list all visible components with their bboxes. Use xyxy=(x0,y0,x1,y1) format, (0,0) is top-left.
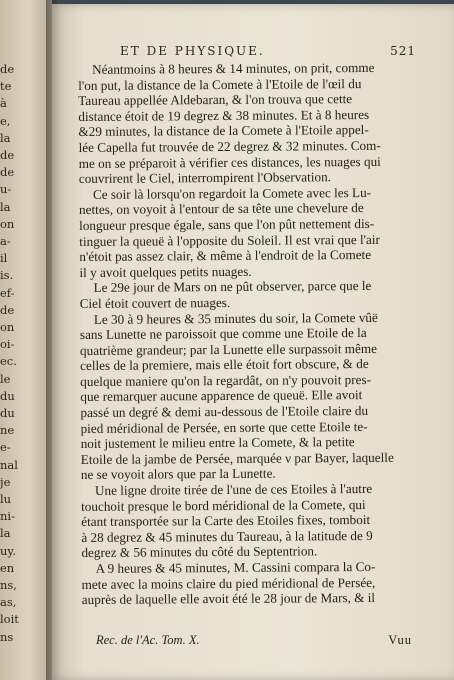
text-line: lée Capella fut trouvée de 22 degrez & 32 minutes. Com- xyxy=(78,137,381,155)
left-page-fragment: je xyxy=(0,474,11,489)
left-page-fragment: la xyxy=(0,199,11,214)
text-line: tinguer la queuë à l'opposite du Soleil. Il est vrai que l'air xyxy=(79,231,380,249)
left-page-fragment: de xyxy=(0,165,15,180)
left-page-fragment: e, xyxy=(0,113,11,128)
text-line: que remarquer aucune apparence de queuë. Elle avoit xyxy=(80,387,363,405)
left-page-fragment: uy. xyxy=(0,543,17,558)
left-page-fragment: lu xyxy=(0,492,12,506)
left-page-fragment: il xyxy=(0,251,8,266)
left-page-fragment: de xyxy=(0,302,15,317)
left-page-fragment: loit xyxy=(0,612,19,627)
text-line: n'étoit pas assez clair, & même à l'endroit de la Comete xyxy=(79,247,372,265)
page-body xyxy=(78,60,414,608)
left-page-fragment: à xyxy=(0,96,7,111)
text-line: étant transportée sur la Carte des Etoiles fixes, tomboit xyxy=(81,512,371,530)
text-line: il y avoit quelques petits nuages. xyxy=(79,263,252,280)
text-line: l'on put, la distance de la Comete à l'Etoile de l'œil du xyxy=(78,75,362,93)
left-page-fragment: ns xyxy=(0,629,14,644)
left-page-fragment: la xyxy=(0,526,11,541)
text-line: Ce soir là lorsqu'on regardoit la Comete avec les Lu- xyxy=(92,184,372,202)
text-line: celles de la premiere, mais elle étoit fort obscure, & de xyxy=(80,356,369,374)
text-line: à 28 degrez & 45 minutes du Taureau, à la latitude de 9 xyxy=(81,527,373,545)
text-line: Néantmoins à 8 heures & 14 minutes, on prit, comme xyxy=(91,59,375,77)
running-header xyxy=(120,44,416,58)
left-page-fragment: ec. xyxy=(0,354,17,369)
text-line: degrez & 56 minutes du côté du Septentrion. xyxy=(81,543,318,561)
text-line: Le 29e jour de Mars on ne pût observer, parce que le xyxy=(93,278,372,296)
left-page-fragment: du xyxy=(0,406,15,420)
left-page-edge xyxy=(0,0,52,680)
text-line: quelque maniere qu'on la regardât, on n'y pouvoit pres- xyxy=(80,371,372,389)
left-page-fragment: en xyxy=(0,560,15,575)
text-line: Ciel étoit couvert de nuages. xyxy=(79,294,231,311)
left-page-fragment: de xyxy=(0,62,15,76)
left-page-fragment: is. xyxy=(0,268,14,283)
left-page-fragment: ne xyxy=(0,423,15,438)
text-line: quatrième grandeur; par la Lunette elle surpassoit même xyxy=(79,340,378,358)
left-page-fragment: la xyxy=(0,130,11,145)
text-line: pied méridional de Persée, en sorte que cette Etoile te- xyxy=(80,418,368,436)
volume-reference: Rec. de l'Ac. Tom. X. xyxy=(96,633,200,647)
text-line: mete avec la moins claire du pied méridional de Persée, xyxy=(81,574,376,592)
left-page-fragment: a- xyxy=(0,234,11,248)
text-line: Etoile de la jambe de Persée, marquée ν par Bayer, laquelle xyxy=(80,449,394,467)
text-line: longueur presque égale, sans que l'on pût nettement dis- xyxy=(79,215,375,233)
text-line: &29 minutes, la distance de la Comete à l'Etoile appel- xyxy=(78,122,369,140)
left-page-fragment: u- xyxy=(0,182,12,197)
signature-mark: Vuu xyxy=(388,633,412,647)
text-line: couvrirent le Ciel, interrompirent l'Observation. xyxy=(78,169,332,187)
text-line: Le 30 à 9 heures & 35 minutes du soir, la Comete vûë xyxy=(93,309,378,327)
text-line: Une ligne droite tirée de l'une de ces Etoiles à l'autre xyxy=(94,480,373,498)
left-page-fragment: nal xyxy=(0,457,18,472)
text-line: Taureau appellée Aldebaran, & l'on trouva que cette xyxy=(78,91,353,109)
left-page-fragment: ef- xyxy=(0,285,15,300)
left-page-fragment: du xyxy=(0,388,15,403)
text-line: auprès de laquelle elle avoit été le 28 jour de Mars, & il xyxy=(81,590,376,608)
page-number: 521 xyxy=(390,44,416,58)
text-line: nettes, on voyoit à l'entour de sa tête une chevelure de xyxy=(78,200,364,218)
text-line: ne se voyoit alors que par la Lunette. xyxy=(80,466,276,483)
running-title: ET DE PHYSIQUE. xyxy=(120,44,265,58)
left-page-fragment: ns, xyxy=(0,578,17,592)
text-line: A 9 heures & 45 minutes, M. Cassini compara la Co- xyxy=(95,558,376,576)
text-line: touchoit presque le bord méridional de la Comete, qui xyxy=(81,496,366,514)
left-page-fragment: te xyxy=(0,79,12,94)
left-page-fragment: ni- xyxy=(0,509,15,524)
text-line: sans Lunette ne paroissoit que comme une Etoile de la xyxy=(79,325,367,343)
left-page-fragment: de xyxy=(0,148,15,162)
left-page-fragment: on xyxy=(0,320,15,334)
left-page-fragment: oi- xyxy=(0,337,15,352)
left-page-fragment: e- xyxy=(0,440,11,455)
left-page-fragment: as, xyxy=(0,595,17,610)
text-line: noit justement le milieu entre la Comete, & la petite xyxy=(80,434,355,452)
left-page-fragment: on xyxy=(0,216,15,231)
text-line: distance étoit de 19 degrez & 38 minutes. Et à 8 heures xyxy=(78,106,370,124)
left-page-fragment: le xyxy=(0,371,11,386)
text-line: me on se préparoit à vérifier ces distances, les nuages qui xyxy=(78,153,381,171)
page-footer xyxy=(96,633,412,648)
text-line: passé un degré & demi au-dessous de l'Etoile claire du xyxy=(80,403,369,421)
